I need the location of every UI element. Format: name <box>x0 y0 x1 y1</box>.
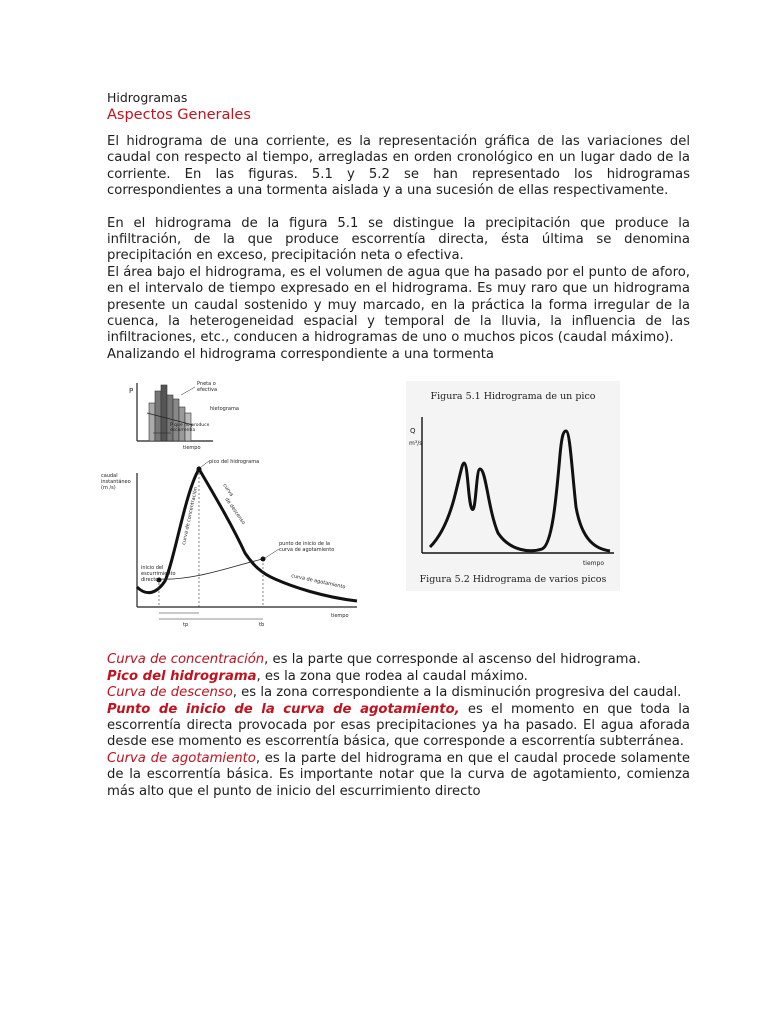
definition-curva-concentracion <box>107 652 690 668</box>
figures-row <box>95 373 690 638</box>
svg-text:P: P <box>129 387 134 396</box>
definition-term: Pico del hidrograma <box>107 668 257 684</box>
definition-text: es el momento en que toda la escorrentía directa provocada por esas precipitaciones ya ha pasado. El agua aforada desde ese momento es escorrentía básica, que corresponde a escorrentía subterránea. <box>107 701 690 750</box>
document-small-title: Hidrogramas <box>107 90 188 105</box>
section-heading: Aspectos Generales <box>107 107 251 123</box>
svg-text:curva de agotamiento: curva de agotamiento <box>290 573 346 591</box>
document-page <box>101 90 690 800</box>
paragraph-area: El área bajo el hidrograma, es el volumen de agua que ha pasado por el punto de aforo, en el intervalo de tiempo expresado en el hidrograma. Es muy raro que un hidrograma presente un caudal sostenido y muy marcado, en la práctica la forma irregular de la cuenca, la heterogeneidad espacial y temporal de la lluvia, la influencia de las infiltraciones, etc., conducen a hidrogramas de uno o muchos picos (caudal máximo). <box>107 264 690 346</box>
svg-text:curva de agotamiento: curva de agotamiento <box>279 547 335 554</box>
svg-text:curva de concentración: curva de concentración <box>181 486 200 546</box>
hydrograph-diagram <box>95 373 375 628</box>
svg-text:Pneta o: Pneta o <box>197 381 216 388</box>
definition-text: , es la parte que corresponde al ascenso del hidrograma. <box>264 652 641 668</box>
svg-text:m³/s: m³/s <box>409 440 423 448</box>
svg-text:punto de inicio de la: punto de inicio de la <box>279 541 330 548</box>
paragraph-analysis: Analizando el hidrograma correspondiente a una tormenta <box>107 346 495 362</box>
svg-text:inicio del: inicio del <box>141 565 164 572</box>
multi-peak-hydrograph <box>406 381 620 591</box>
svg-text:tiempo: tiempo <box>183 445 201 452</box>
definition-curva-descenso <box>107 685 690 701</box>
definition-text: , es la parte del hidrograma en que el caudal procede solamente de la escorrentía básica. Es importante notar que la curva de agotamiento, comienza más alto que el punto de inicio del escurrimiento directo <box>107 750 690 799</box>
svg-text:tiempo: tiempo <box>331 613 349 620</box>
definition-curva-agotamiento <box>107 751 690 800</box>
svg-text:tiempo: tiempo <box>582 560 604 568</box>
svg-text:(m /s): (m /s) <box>101 485 116 492</box>
svg-text:Q: Q <box>410 427 416 436</box>
svg-text:directo: directo <box>141 577 159 584</box>
paragraph-figure-5-1: En el hidrograma de la figura 5.1 se distingue la precipitación que produce la infiltración, de la que produce escorrentía directa, ésta última se denomina precipitación en exceso, precipitación neta o efectiva. <box>107 215 690 264</box>
paragraph-intro: El hidrograma de una corriente, es la representación gráfica de las variaciones del caudal con respecto al tiempo, arregladas en orden cronológico en un lugar dado de la corriente. En las figuras. 5.1 y 5.2 se han representado los hidrogramas correspondientes a una tormenta aislada y a una sucesión de ellas respectivamente. <box>107 134 690 199</box>
definition-term: Curva de descenso <box>107 685 233 701</box>
svg-text:efectiva: efectiva <box>197 387 218 394</box>
definition-text: , es la zona correspondiente a la disminución progresiva del caudal. <box>232 685 682 701</box>
svg-text:tp: tp <box>183 622 189 629</box>
svg-text:instantáneo: instantáneo <box>101 479 131 486</box>
svg-text:de descenso: de descenso <box>223 496 247 527</box>
definition-term: Punto de inicio de la curva de agotamiento, <box>107 701 460 717</box>
svg-text:escorrentía: escorrentía <box>170 428 196 434</box>
svg-text:escurrimiento: escurrimiento <box>141 571 176 578</box>
svg-text:P que no produce: P que no produce <box>170 423 210 429</box>
definition-pico-hidrograma <box>107 669 690 685</box>
definition-term: Curva de agotamiento <box>107 750 256 766</box>
svg-text:tb: tb <box>259 622 265 629</box>
svg-text:Figura 5.2 Hidrograma de vario: Figura 5.2 Hidrograma de varios picos <box>419 574 607 586</box>
svg-text:Figura 5.1 Hidrograma de un pi: Figura 5.1 Hidrograma de un pico <box>430 391 596 403</box>
definition-term: Curva de concentración <box>107 652 265 668</box>
svg-text:pico del hidrograma: pico del hidrograma <box>209 459 260 466</box>
svg-text:hietograma: hietograma <box>210 406 239 413</box>
svg-text:curva: curva <box>221 482 235 498</box>
definition-text: , es la zona que rodea al caudal máximo. <box>256 668 528 684</box>
definition-punto-inicio <box>107 702 690 751</box>
svg-text:caudal: caudal <box>101 473 118 480</box>
